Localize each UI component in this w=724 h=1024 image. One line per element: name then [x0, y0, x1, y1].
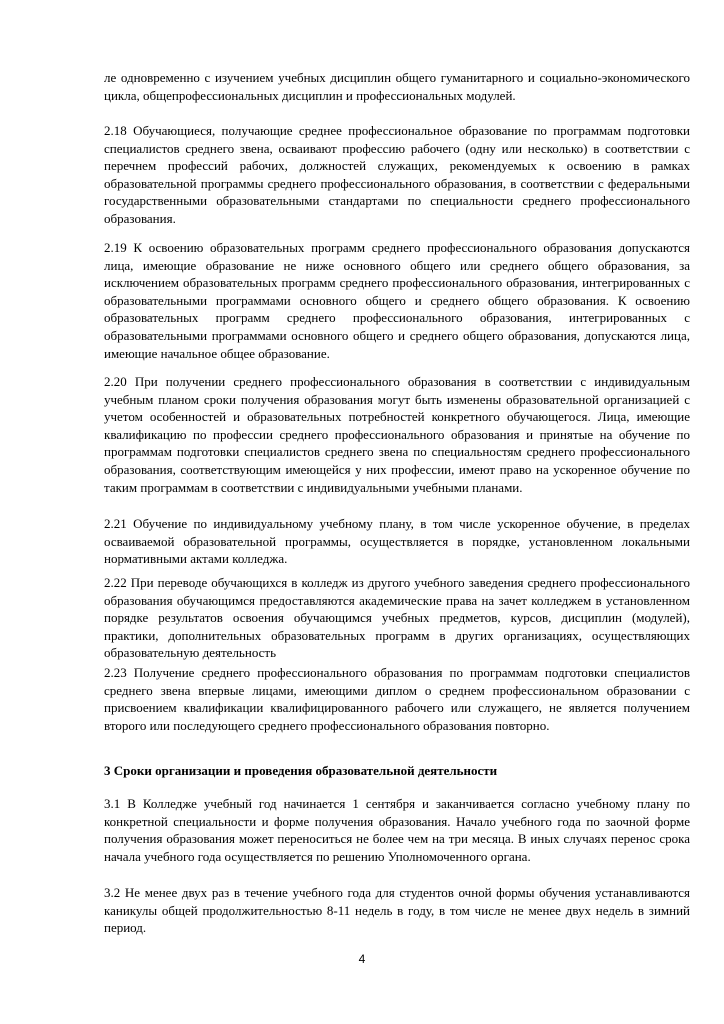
paragraph-3-2: 3.2 Не менее двух раз в течение учебного года для студентов очной формы обучения устанавливаются каникулы общей продолжительностью 8-11 недель в году, в том числе не менее двух недель в зимний период.	[104, 885, 690, 936]
paragraph-continuation: ле одновременно с изучением учебных дисциплин общего гуманитарного и социально-экономического цикла, общепрофессиональных дисциплин и профессиональных модулей.	[104, 70, 690, 103]
page-number: 4	[358, 952, 366, 966]
paragraph-2-20: 2.20 При получении среднего профессионального образования в соответствии с индивидуальным учебным планом сроки получения образования могут быть изменены образовательной организацией с учетом особенностей и образовательных потребностей конкретного обучающегося. Лица, имеющие квалификацию по профессии среднего профессионального образования и принятые на обучение по программам подготовки специалистов среднего звена по специальностям среднего профессионального образования, соответствующим имеющейся у них профессии, имеют право на ускоренное обучение по таким программам в соответствии с индивидуальными учебными планами.	[104, 374, 690, 495]
paragraph-2-19: 2.19 К освоению образовательных программ среднего профессионального образования допускаются лица, имеющие образование не ниже основного общего или среднего общего образования, за исключением образовательных программ среднего профессионального образования, интегрированных с образовательными программами основного общего и среднего общего образования. К освоению образовательных программ среднего профессионального образования, интегрированных с образовательными программами основного общего и среднего общего образования, допускаются лица, имеющие начальное общее образование.	[104, 240, 690, 361]
paragraph-2-18: 2.18 Обучающиеся, получающие среднее профессиональное образование по программам подготовки специалистов среднего звена, осваивают профессию рабочего (одну или несколько) в соответствии с перечнем профессий рабочих, должностей служащих, рекомендуемых к освоению в рамках образовательной программы среднего профессионального образования, в соответствии с федеральными государственными образовательными стандартами по специальности среднего профессионального образования.	[104, 123, 690, 226]
paragraph-2-21: 2.21 Обучение по индивидуальному учебному плану, в том числе ускоренное обучение, в пределах осваиваемой образовательной программы, осуществляется в порядке, установленном локальными нормативными актами колледжа.	[104, 516, 690, 567]
paragraph-3-1: 3.1 В Колледже учебный год начинается 1 сентября и заканчивается согласно учебному плану по конкретной специальности и форме получения образования. Начало учебного года по заочной форме получения образования может переноситься не более чем на три месяца. В иных случаях перенос срока начала учебного года осуществляется по решению Уполномоченного органа.	[104, 796, 690, 864]
paragraph-2-22: 2.22 При переводе обучающихся в колледж из другого учебного заведения среднего профессионального образования обучающимся предоставляются академические права на зачет колледжем в установленном порядке результатов освоения обучающимся учебных предметов, курсов, дисциплин (модулей), практики, дополнительных образовательных программ в других организациях, осуществляющих образовательную деятельность	[104, 575, 690, 661]
paragraph-2-23: 2.23 Получение среднего профессионального образования по программам подготовки специалистов среднего звена впервые лицами, имеющими диплом о среднем профессиональном образовании с присвоением квалификации квалифицированного рабочего или служащего, не является получением второго или последующего среднего профессионального образования повторно.	[104, 665, 690, 733]
section-heading: 3 Сроки организации и проведения образовательной деятельности	[104, 763, 498, 778]
